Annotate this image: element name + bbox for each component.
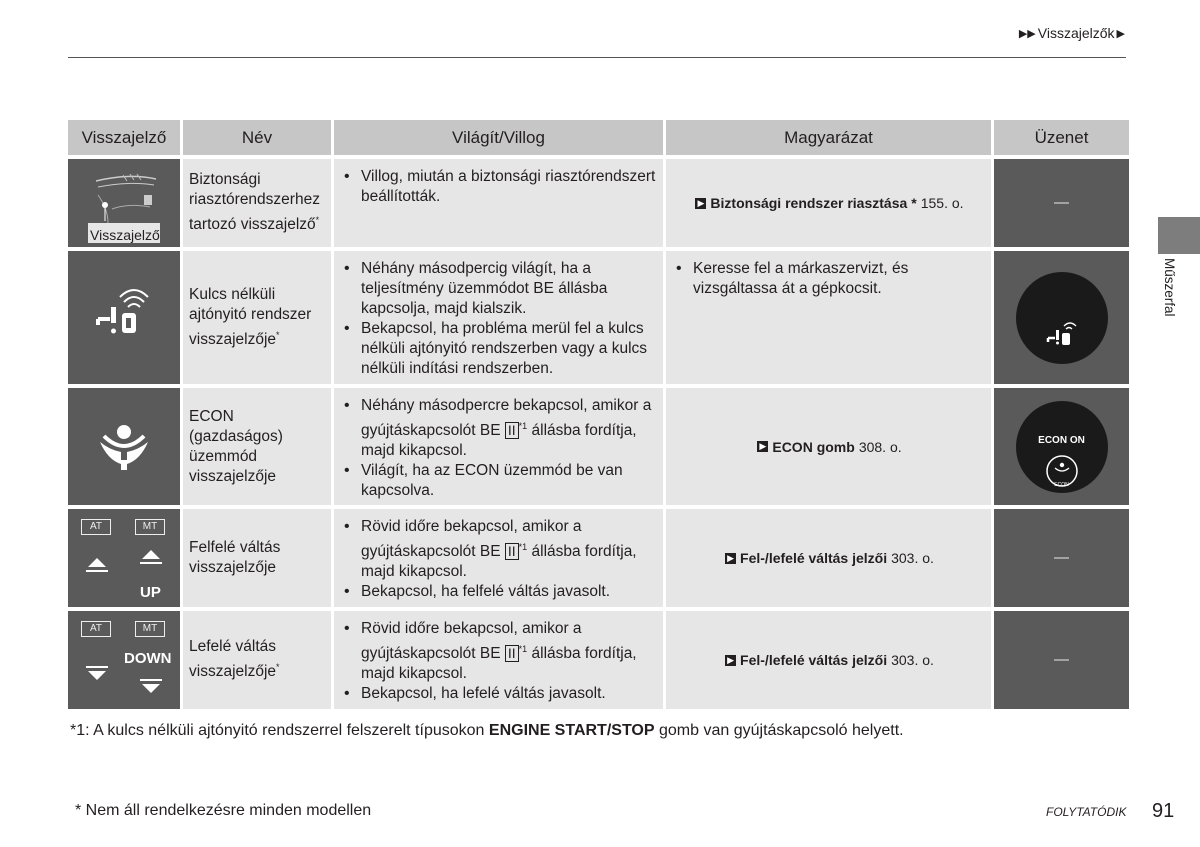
list-item: • Bekapcsol, ha lefelé váltás javasolt.	[340, 684, 659, 704]
upshift-indicator-cell	[68, 509, 180, 607]
table-row	[68, 509, 1129, 607]
list-item: • Néhány másodpercig világít, ha a teljesítmény üzemmódot BE állásba kapcsolja, majd kialszik.	[340, 259, 659, 319]
name-cell	[183, 159, 331, 247]
list-item: • Világít, ha az ECON üzemmód be van kapcsolva.	[340, 461, 659, 501]
double-arrow-icon: ▶▶	[1018, 27, 1036, 40]
explanation-cell	[666, 159, 991, 247]
explanation-cell	[666, 509, 991, 607]
down-label: DOWN	[124, 650, 172, 667]
reference-arrow-icon: ▶	[695, 198, 706, 209]
list-item: • Bekapcsol, ha felfelé váltás javasolt.	[340, 582, 659, 602]
explanation-cell	[666, 251, 991, 384]
indicator-name: ECON (gazdaságos) üzemmód visszajelzője	[189, 407, 283, 485]
indicator-name: Lefelé váltás visszajelzője*	[189, 638, 280, 681]
keyless-key-icon	[68, 251, 180, 384]
name-cell	[183, 251, 331, 384]
availability-note: * Nem áll rendelkezésre minden modellen	[75, 802, 372, 819]
explanation-cell	[666, 611, 991, 709]
list-item: • Rövid időre bekapcsol, amikor a gyújtáskapcsolót BE II $^{*1}$ állásba fordítja, majd kikapcsol.	[340, 619, 659, 684]
message-cell	[994, 388, 1129, 505]
reference-arrow-icon: ▶	[757, 441, 768, 452]
page-reference[interactable]: ▶ Fel-/lefelé váltás jelzői 303. o.	[672, 611, 987, 709]
indicator-table	[68, 120, 1129, 709]
message-cell: —	[994, 159, 1129, 247]
list-item: • Rövid időre bekapcsol, amikor a gyújtáskapcsolót BE II $^{*1}$ állásba fordítja, majd kikapcsol.	[340, 517, 659, 582]
list-item: • Bekapcsol, ha probléma merül fel a kulcs nélküli ajtónyitó rendszerben vagy a kulcs nélküli indítási rendszerben.	[340, 319, 659, 379]
up-label: UP	[140, 584, 161, 601]
header-name: Név	[183, 120, 331, 155]
lights-cell	[334, 509, 663, 607]
table-row	[68, 388, 1129, 505]
security-indicator-cell	[68, 159, 180, 247]
message-cell: —	[994, 509, 1129, 607]
indicator-name: Kulcs nélküli ajtónyitó rendszer visszajelzője*	[189, 285, 312, 349]
name-cell	[183, 388, 331, 505]
message-display	[1016, 401, 1108, 493]
header-divider	[68, 57, 1126, 58]
header-explanation: Magyarázat	[666, 120, 991, 155]
lights-cell	[334, 388, 663, 505]
indicator-name: Biztonsági riasztórendszerhez tartozó visszajelző*	[189, 171, 320, 234]
keyless-key-icon	[1016, 272, 1108, 364]
reference-arrow-icon: ▶	[725, 655, 736, 666]
at-label: AT	[81, 621, 111, 637]
indicator-label: Visszajelző	[90, 227, 160, 243]
downshift-arrow-icon	[68, 611, 180, 709]
econ-leaf-icon	[68, 388, 180, 505]
lights-cell	[334, 611, 663, 709]
page-reference[interactable]: ▶ Fel-/lefelé váltás jelzői 303. o.	[672, 509, 987, 607]
message-display	[1016, 272, 1108, 364]
message-cell: —	[994, 611, 1129, 709]
reference-arrow-icon: ▶	[725, 553, 736, 564]
continue-label: FOLYTATÓDIK	[1046, 805, 1127, 819]
econ-badge-text: ECON	[1054, 481, 1069, 488]
table-header	[68, 120, 1129, 155]
lights-cell	[334, 159, 663, 247]
page-reference[interactable]: ▶ ECON gomb 308. o.	[672, 388, 987, 505]
breadcrumb-label: Visszajelzők	[1037, 25, 1115, 41]
message-cell	[994, 251, 1129, 384]
mt-label: MT	[135, 519, 165, 535]
mt-label: MT	[135, 621, 165, 637]
downshift-indicator-cell	[68, 611, 180, 709]
name-cell	[183, 509, 331, 607]
list-item: • Néhány másodpercre bekapcsol, amikor a gyújtáskapcsolót BE II $^{*1}$ állásba fordítja, majd kikapcsol.	[340, 396, 659, 461]
section-tab	[1158, 217, 1200, 254]
name-cell	[183, 611, 331, 709]
breadcrumb[interactable]	[1019, 25, 1125, 41]
table-row	[68, 611, 1129, 709]
header-indicator: Visszajelző	[68, 120, 180, 155]
footnote: *1: A kulcs nélküli ajtónyitó rendszerrel felszerelt típusokon ENGINE START/STOP gomb van gyújtáskapcsoló helyett.	[70, 722, 904, 739]
table-row	[68, 159, 1129, 247]
lights-cell	[334, 251, 663, 384]
indicator-name: Felfelé váltás visszajelzője	[189, 539, 281, 576]
econ-on-text: ECON ON	[1038, 434, 1085, 446]
keyless-indicator-cell	[68, 251, 180, 384]
list-item: • Keresse fel a márkaszervizt, és vizsgáltassa át a gépkocsit.	[672, 259, 987, 299]
econ-indicator-cell	[68, 388, 180, 505]
header-message: Üzenet	[994, 120, 1129, 155]
upshift-arrow-icon	[68, 509, 180, 607]
header-lights: Világít/Villog	[334, 120, 663, 155]
list-item: • Villog, miután a biztonsági riasztórendszert beállították.	[340, 167, 659, 207]
at-label: AT	[81, 519, 111, 535]
table-row	[68, 251, 1129, 384]
section-label: Műszerfal	[1162, 258, 1177, 317]
page-reference[interactable]: ▶ Biztonsági rendszer riasztása * 155. o.	[672, 159, 987, 247]
arrow-icon: ▶	[1116, 27, 1125, 40]
page-number: 91	[1152, 800, 1175, 822]
explanation-cell	[666, 388, 991, 505]
